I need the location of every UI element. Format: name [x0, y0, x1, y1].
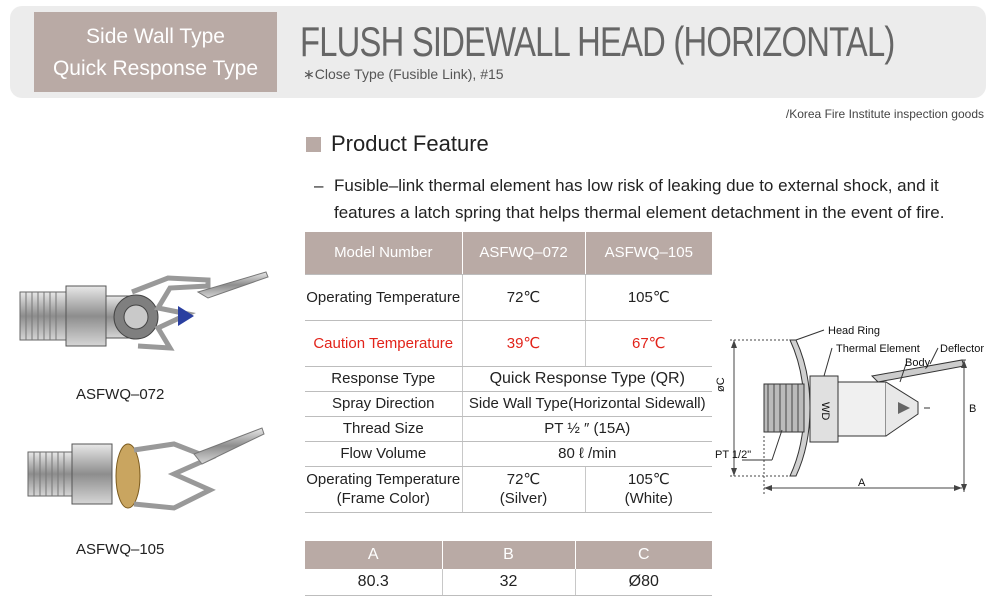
- table-row: [305, 366, 712, 391]
- row-label: Caution Temperature: [305, 320, 462, 366]
- label-pt: PT 1/2": [715, 449, 752, 461]
- row-label-line: Operating Temperature: [306, 471, 461, 488]
- type-line-2: Quick Response Type: [52, 57, 259, 80]
- table-header-row: [305, 541, 712, 569]
- heading-square-icon: [306, 137, 321, 152]
- bullet-dash: –: [314, 176, 324, 195]
- table-row: [305, 441, 712, 466]
- cell-value: 80 ℓ /min: [462, 441, 712, 466]
- label-body: Body: [905, 357, 931, 369]
- dimension-table: [305, 541, 712, 596]
- row-label-line: (Frame Color): [336, 490, 430, 507]
- label-deflector: Deflector: [940, 343, 985, 355]
- table-row: [305, 569, 712, 595]
- label-head-ring: Head Ring: [828, 325, 880, 337]
- technical-diagram: [712, 318, 994, 503]
- cell-value: [462, 466, 585, 512]
- product-label-2: ASFWQ–105: [76, 541, 165, 558]
- cell-line: (White): [624, 490, 673, 507]
- table-row: [305, 416, 712, 441]
- cell-value: Side Wall Type(Horizontal Sidewall): [462, 391, 712, 416]
- table-row: [305, 274, 712, 320]
- header-cell: C: [575, 541, 712, 569]
- header-cell: Model Number: [305, 232, 462, 274]
- type-badge: [34, 12, 277, 92]
- header-cell: ASFWQ–105: [585, 232, 712, 274]
- product-label-1: ASFWQ–072: [76, 386, 165, 403]
- feature-description: [314, 172, 994, 226]
- table-header-row: [305, 232, 712, 274]
- cell-value: 32: [442, 569, 575, 595]
- cell-line: 72℃: [506, 471, 541, 488]
- page-subtitle: ∗Close Type (Fusible Link), #15: [303, 66, 504, 82]
- page-title: FLUSH SIDEWALL HEAD (HORIZONTAL): [300, 18, 895, 65]
- header-cell: A: [305, 541, 442, 569]
- cell-value: Quick Response Type (QR): [462, 366, 712, 391]
- row-label: Operating Temperature: [305, 274, 462, 320]
- spec-table: [305, 232, 712, 513]
- cell-value: 105℃: [585, 274, 712, 320]
- label-thermal-element: Thermal Element: [836, 343, 920, 355]
- dim-a-label: A: [858, 477, 866, 489]
- cell-value: 67℃: [585, 320, 712, 366]
- header-cell: B: [442, 541, 575, 569]
- feature-heading-text: Product Feature: [331, 131, 489, 156]
- cell-value: PT ½ ″ (15A): [462, 416, 712, 441]
- cell-line: (Silver): [499, 490, 548, 507]
- body-marking: WD: [819, 402, 831, 421]
- dim-oc-label: øC: [715, 377, 727, 392]
- cell-value: [585, 466, 712, 512]
- table-row-caution: [305, 320, 712, 366]
- header-cell: ASFWQ–072: [462, 232, 585, 274]
- cell-value: 80.3: [305, 569, 442, 595]
- product-photo-asfwq-105: [24, 424, 269, 529]
- feature-text: Fusible–link thermal element has low risk of leaking due to external shock, and it features a latch spring that helps thermal element detachment in the event of fire.: [334, 176, 945, 222]
- row-label: Flow Volume: [305, 441, 462, 466]
- type-line-1: Side Wall Type: [86, 25, 225, 48]
- row-label: Response Type: [305, 366, 462, 391]
- product-photo-asfwq-072: [18, 268, 273, 376]
- table-row: [305, 391, 712, 416]
- cell-line: 105℃: [627, 471, 670, 488]
- row-label: Thread Size: [305, 416, 462, 441]
- row-label: Spray Direction: [305, 391, 462, 416]
- feature-heading: [306, 131, 489, 157]
- dim-b-label: B: [969, 403, 977, 415]
- cell-value: Ø80: [575, 569, 712, 595]
- table-row: [305, 466, 712, 512]
- inspection-note: /Korea Fire Institute inspection goods: [785, 107, 984, 121]
- row-label: [305, 466, 462, 512]
- cell-value: 39℃: [462, 320, 585, 366]
- cell-value: 72℃: [462, 274, 585, 320]
